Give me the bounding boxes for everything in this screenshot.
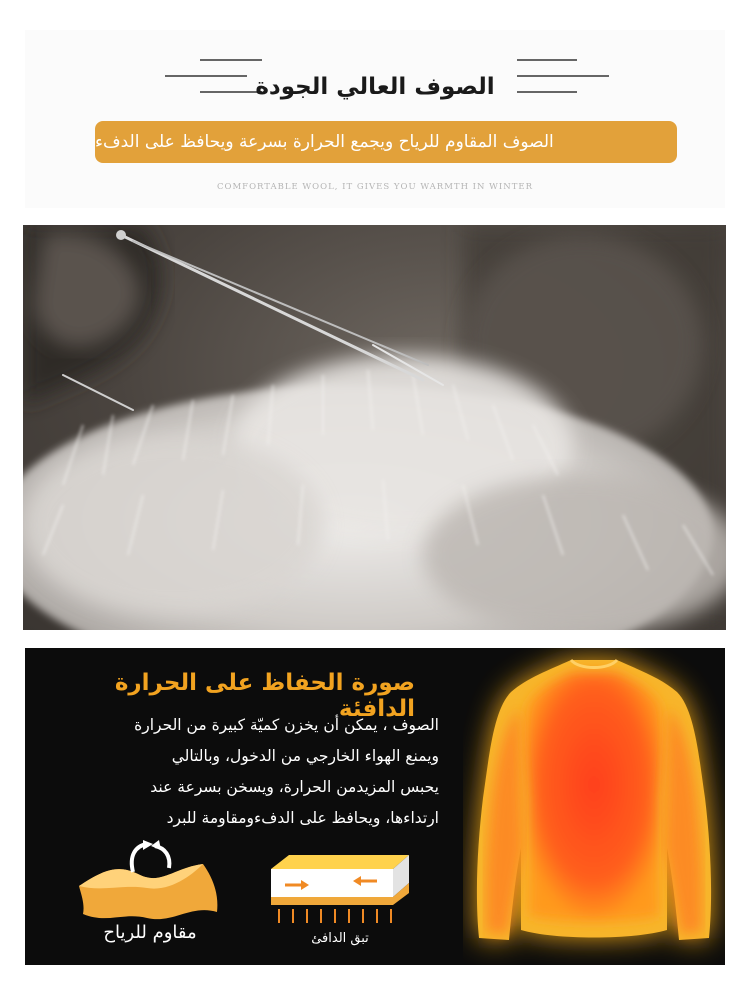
feature-pill-text: الصوف المقاوم للرياح ويجمع الحرارة بسرعة ويحافظ على الدفء <box>95 132 554 152</box>
header-panel <box>25 30 725 208</box>
description-line: ويمنع الهواء الخارجي من الدخول، وبالتالي <box>171 747 439 765</box>
wind-resistant-icon <box>73 834 223 926</box>
warmth-panel <box>25 648 725 965</box>
description-line: يحبس المزيدمن الحرارة، ويسخن بسرعة عند <box>150 778 439 796</box>
thermal-jacket-illustration <box>463 648 725 965</box>
wool-photo <box>23 225 726 630</box>
decor-line <box>200 59 262 61</box>
wind-resistant-caption: مقاوم للرياح <box>103 922 197 943</box>
description-line: الصوف ، يمكن أن يخزن كميّة كبيرة من الحرارة <box>134 716 439 734</box>
keep-warm-icon <box>265 853 415 931</box>
wool-photo-illustration <box>23 225 726 630</box>
keep-warm-caption: تبق الدافئ <box>311 931 369 946</box>
english-subtitle: COMFORTABLE WOOL, IT GIVES YOU WARMTH IN WINTER <box>217 182 533 192</box>
warmth-heading: صورة الحفاظ على الحرارة الدافئة <box>114 670 415 722</box>
feature-pill <box>95 121 677 163</box>
warmth-description <box>43 710 439 834</box>
description-line: ارتداءها، ويحافظ على الدفءومقاومة للبرد <box>166 809 439 827</box>
page-title: الصوف العالي الجودة <box>255 74 495 100</box>
decor-line <box>517 59 577 61</box>
